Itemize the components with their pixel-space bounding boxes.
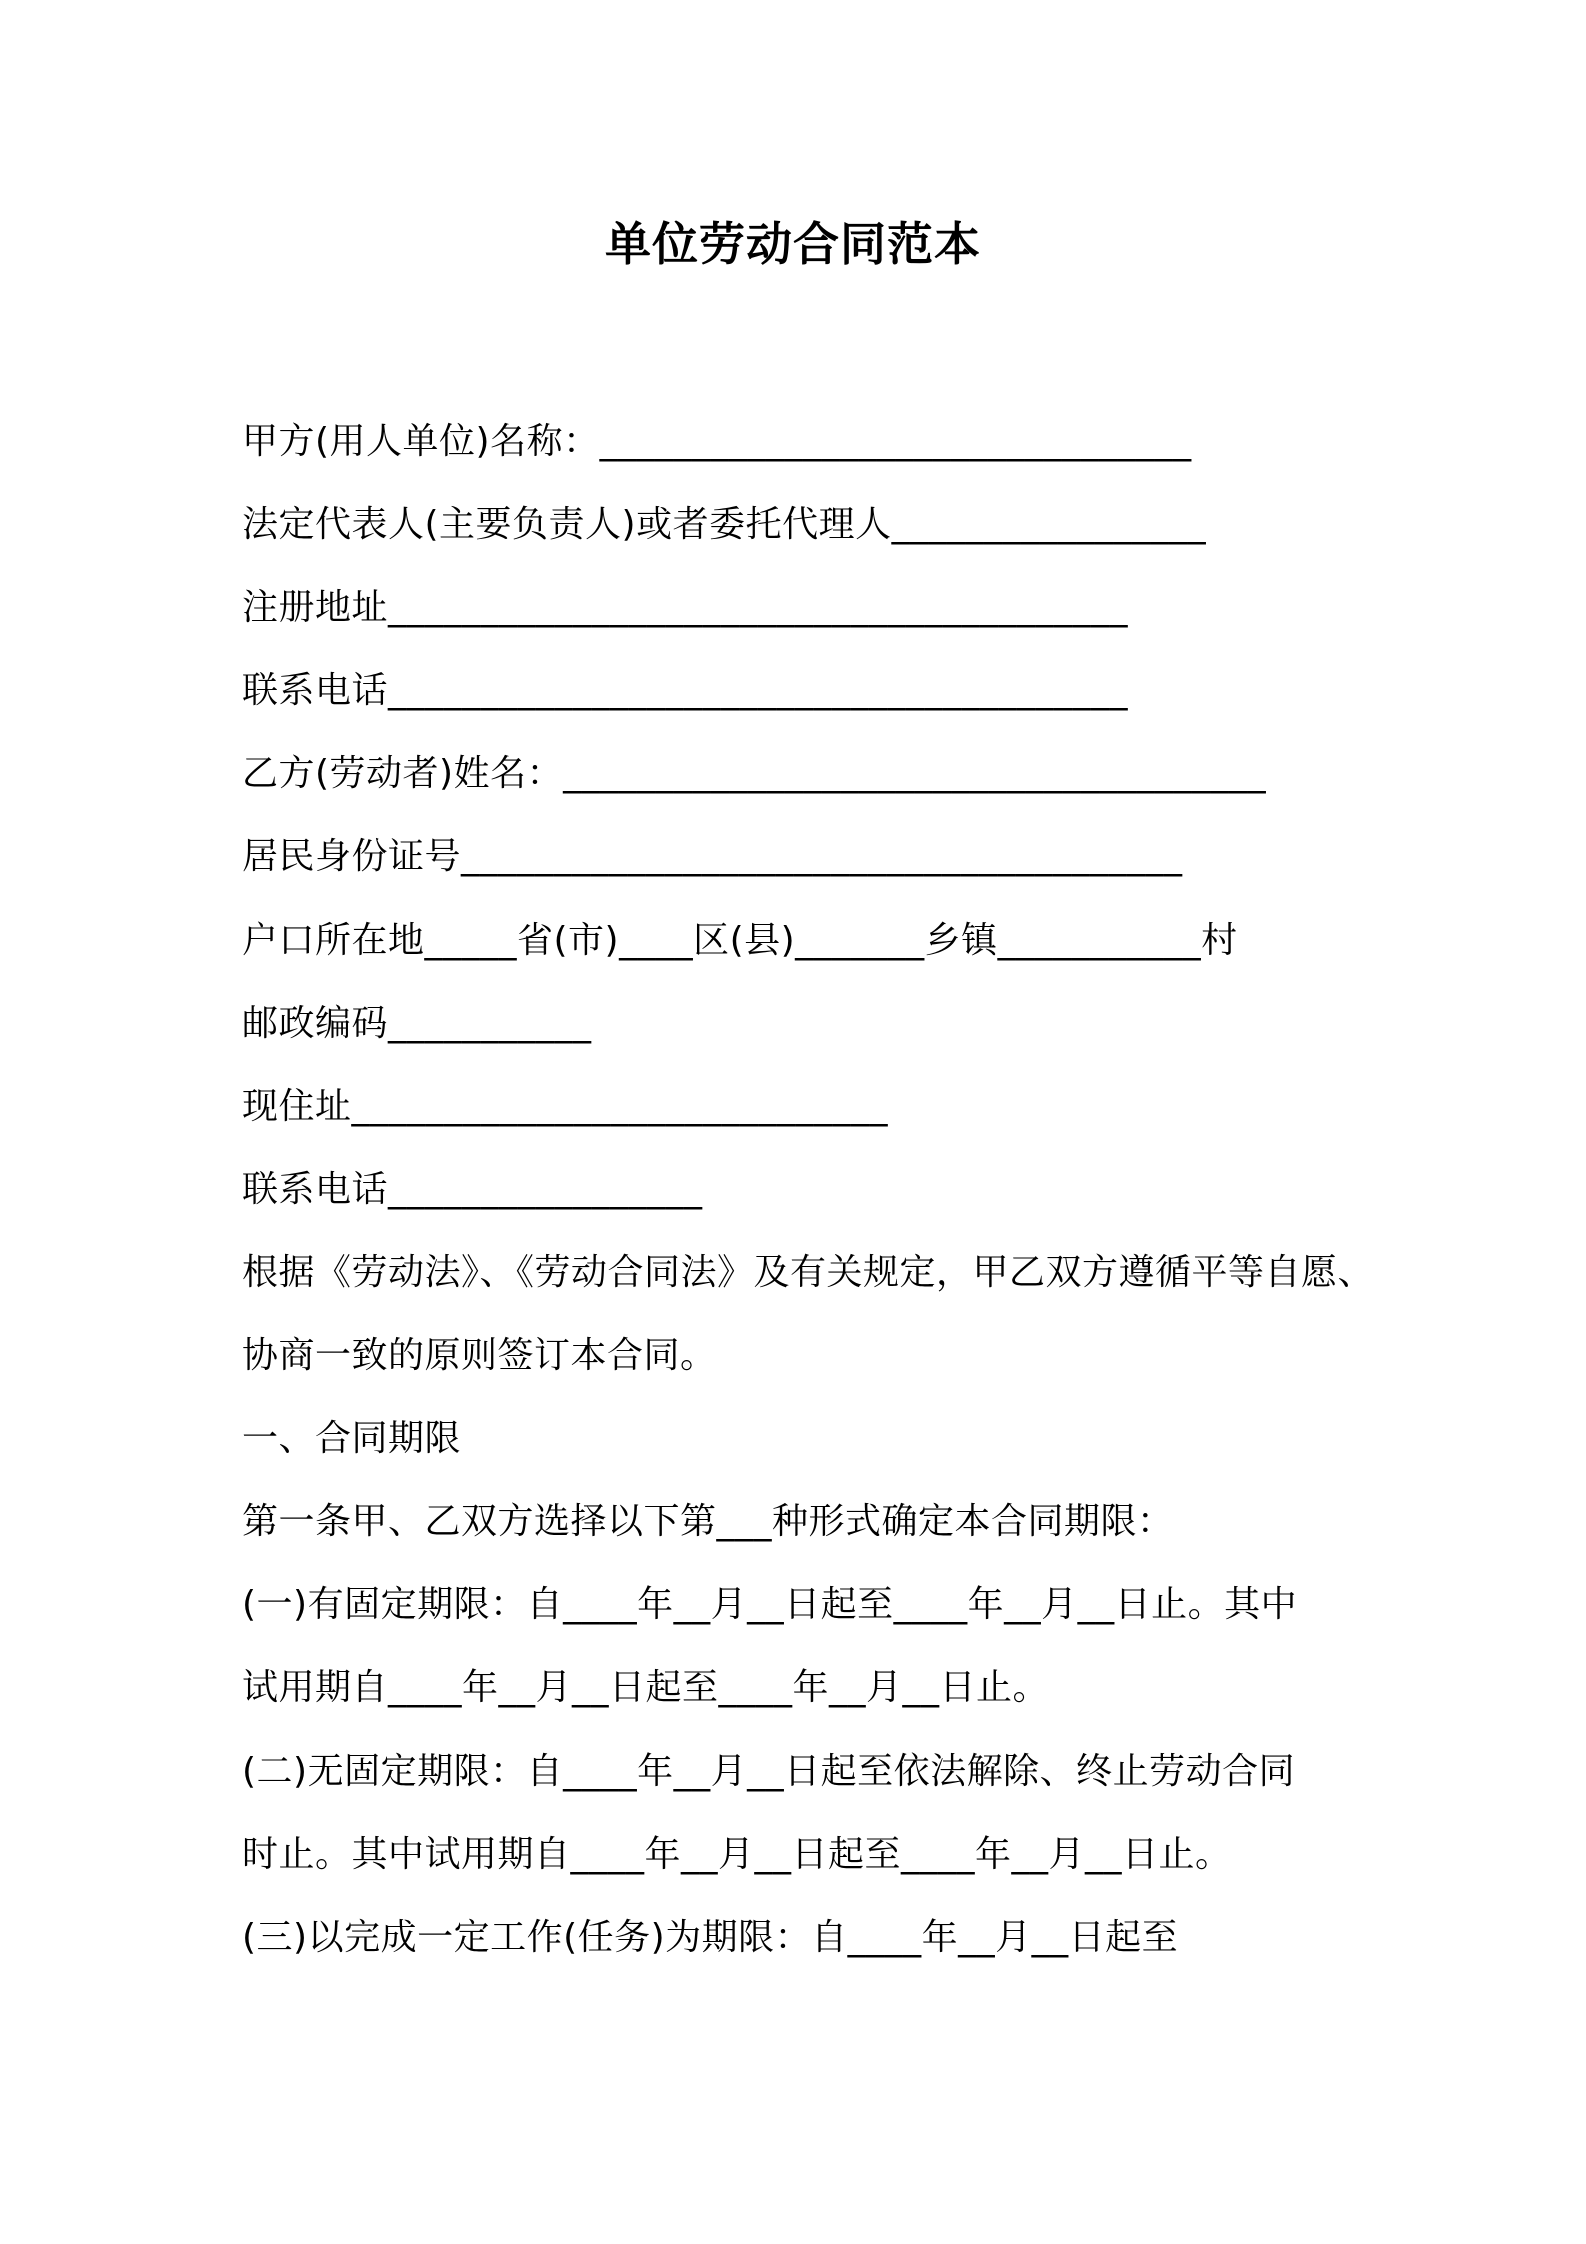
document-body bbox=[242, 412, 1402, 1991]
field-id-number: 居民身份证号_______________________________________ bbox=[242, 836, 1183, 878]
document-title: 单位劳动合同范本 bbox=[605, 217, 981, 271]
paragraph-preamble-line-1: 根据《劳动法》、《劳动合同法》及有关规定，甲乙双方遵循平等自愿、 bbox=[242, 1251, 1375, 1293]
option-fixed-term-line-2: 试用期自____年__月__日起至____年__月__日止。 bbox=[242, 1667, 1050, 1709]
option-fixed-term-line-1: (一)有固定期限：自____年__月__日起至____年__月__日止。其中 bbox=[242, 1584, 1298, 1626]
option-task-based-term: (三)以完成一定工作(任务)为期限：自____年__月__日起至 bbox=[242, 1916, 1179, 1958]
field-legal-representative: 法定代表人(主要负责人)或者委托代理人_________________ bbox=[242, 504, 1207, 546]
field-postal-code: 邮政编码___________ bbox=[242, 1002, 592, 1044]
field-current-address: 现住址_____________________________ bbox=[242, 1085, 889, 1127]
section-heading-contract-term: 一、合同期限 bbox=[242, 1418, 462, 1460]
field-household-location: 户口所在地_____省(市)____区(县)_______乡镇___________村 bbox=[242, 919, 1238, 961]
field-employee-phone: 联系电话_________________ bbox=[242, 1168, 703, 1210]
option-open-term-line-2: 时止。其中试用期自____年__月__日起至____年__月__日止。 bbox=[242, 1833, 1232, 1875]
field-employer-name: 甲方(用人单位)名称：________________________________ bbox=[242, 421, 1192, 462]
article-1: 第一条甲、乙双方选择以下第___种形式确定本合同期限： bbox=[242, 1501, 1174, 1543]
paragraph-preamble-line-2: 协商一致的原则签订本合同。 bbox=[242, 1335, 717, 1377]
field-employer-phone: 联系电话________________________________________ bbox=[242, 670, 1129, 712]
field-employee-name: 乙方(劳动者)姓名：______________________________________ bbox=[242, 753, 1267, 795]
field-registered-address: 注册地址________________________________________ bbox=[242, 587, 1129, 629]
option-open-term-line-1: (二)无固定期限：自____年__月__日起至依法解除、终止劳动合同 bbox=[242, 1750, 1296, 1792]
